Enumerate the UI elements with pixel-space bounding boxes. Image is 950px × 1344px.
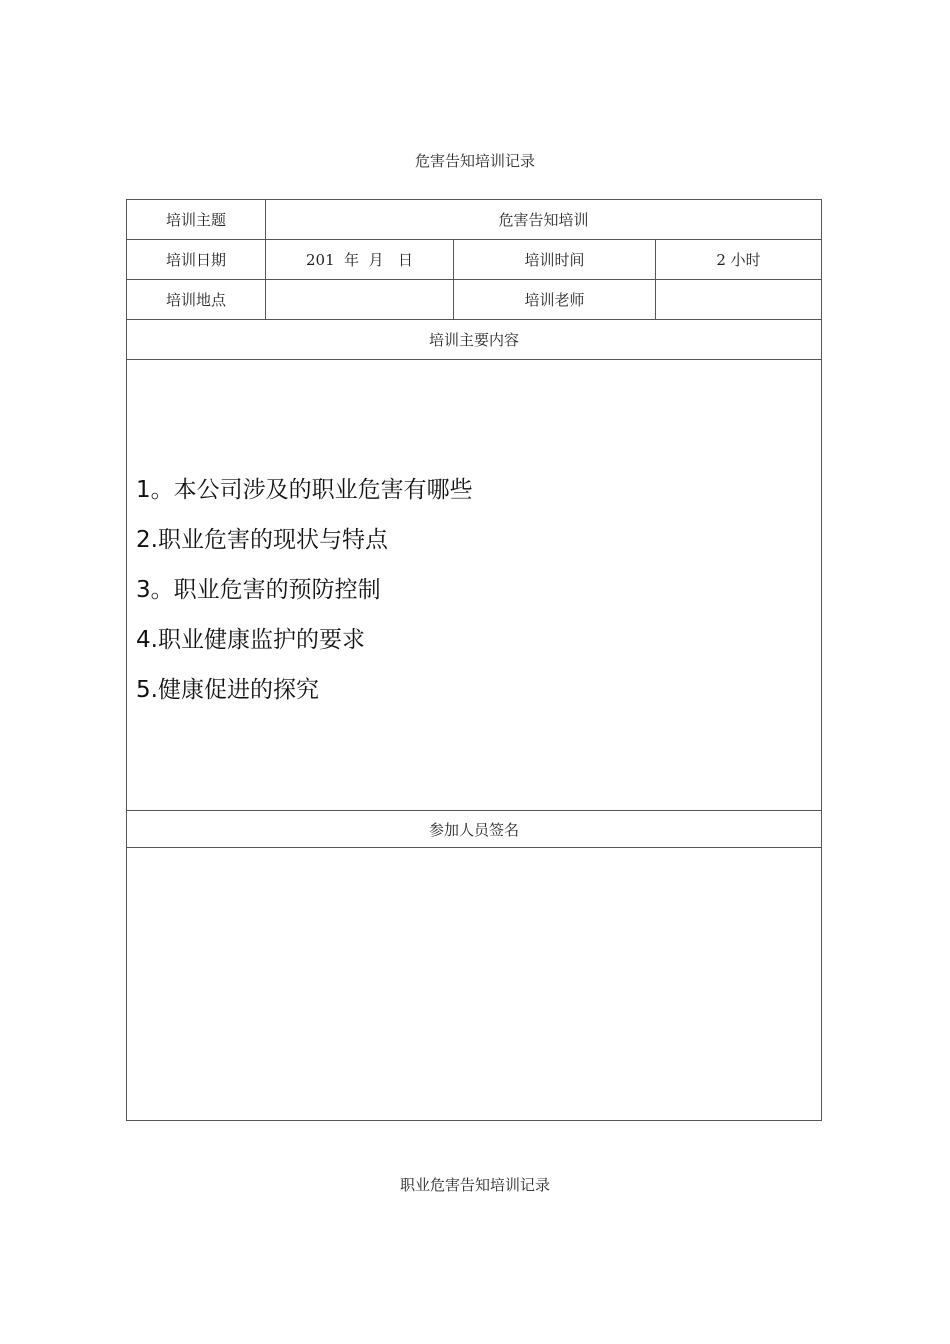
topic-label: 培训主题 <box>127 200 266 240</box>
time-value[interactable]: 2 小时 <box>656 240 822 280</box>
content-list <box>127 360 821 715</box>
location-value[interactable] <box>266 280 454 320</box>
row-topic <box>127 200 822 240</box>
content-cell[interactable] <box>127 360 822 811</box>
date-value[interactable]: 201 年 月 日 <box>266 240 454 280</box>
location-label: 培训地点 <box>127 280 266 320</box>
content-item-3: 3。职业危害的预防控制 <box>136 577 381 603</box>
content-item-1: 1。本公司涉及的职业危害有哪些 <box>136 477 473 503</box>
content-header: 培训主要内容 <box>127 320 822 360</box>
row-signature-header <box>127 811 822 848</box>
page-title: 危害告知培训记录 <box>414 152 535 170</box>
page-footer: 职业危害告知培训记录 <box>399 1176 550 1194</box>
row-location-teacher <box>127 280 822 320</box>
signature-area[interactable] <box>127 848 822 1121</box>
content-item-4: 4.职业健康监护的要求 <box>136 627 365 653</box>
teacher-value[interactable] <box>656 280 822 320</box>
signature-header: 参加人员签名 <box>127 811 822 848</box>
teacher-label: 培训老师 <box>454 280 656 320</box>
topic-value[interactable]: 危害告知培训 <box>266 200 822 240</box>
content-item-5: 5.健康促进的探究 <box>136 677 319 703</box>
row-content <box>127 360 822 811</box>
row-content-header <box>127 320 822 360</box>
date-label: 培训日期 <box>127 240 266 280</box>
row-date-time <box>127 240 822 280</box>
content-item-2: 2.职业危害的现状与特点 <box>136 527 388 553</box>
training-record-table <box>126 199 822 1121</box>
row-signature <box>127 848 822 1121</box>
time-label: 培训时间 <box>454 240 656 280</box>
